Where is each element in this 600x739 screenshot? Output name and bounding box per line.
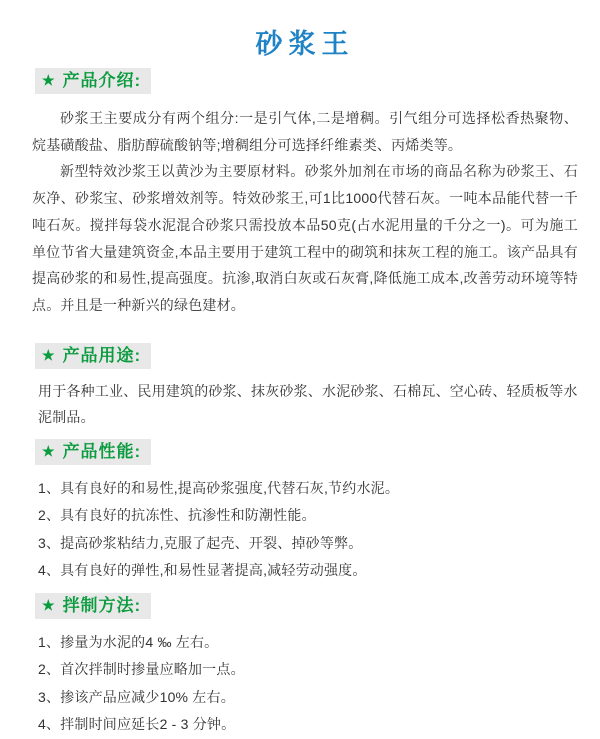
- list-item: 3、提高砂浆粘结力,克服了起壳、开裂、掉砂等弊。: [38, 534, 363, 551]
- list-item: 2、具有良好的抗冻性、抗渗性和防潮性能。: [38, 507, 316, 524]
- section-heading-mixing: [35, 593, 151, 619]
- section-heading-label: 产品介绍:: [62, 71, 142, 90]
- list-item: 4、拌制时间应延长2 - 3 分钟。: [38, 716, 236, 733]
- section-heading-usage: [35, 343, 151, 369]
- section-product-intro: [32, 68, 578, 319]
- section-product-performance: [32, 439, 578, 585]
- list-item: 3、掺该产品应减少10% 左右。: [38, 688, 235, 705]
- usage-line: 用于各种工业、民用建筑的砂浆、抹灰砂浆、水泥砂浆、石棉瓦、空心砖、轻质板等水泥制品。: [38, 382, 578, 425]
- section-product-usage: [32, 343, 578, 430]
- list-item: 2、首次拌制时掺量应略加一点。: [38, 661, 245, 678]
- section-heading-label: 拌制方法:: [62, 595, 142, 615]
- section-heading-performance: [35, 439, 151, 465]
- list-item: 1、掺量为水泥的4 ‰ 左右。: [38, 633, 219, 650]
- list-item: 1、具有良好的和易性,提高砂浆强度,代替石灰,节约水泥。: [38, 479, 400, 496]
- section-heading-intro: [35, 68, 151, 94]
- list-item: 4、具有良好的弹性,和易性显著提高,减轻劳动强度。: [38, 562, 367, 579]
- intro-paragraph-2: 新型特效沙浆王以黄沙为主要原材料。砂浆外加剂在市场的商品名称为砂浆王、石灰净、砂浆宝、砂浆增效剂等。特效砂浆王,可1比1000代替石灰。一吨本品能代替一千吨石灰。搅拌每袋水泥混合砂浆只需投放本品50克(占水泥用量的千分之一)。可为施工单位节省大量建筑资金,本品主要用于建筑工程中的砌筑和抹灰工程的施工。该产品具有提高砂浆的和易性,提高强度。抗渗,取消白灰或石灰膏,降低施工成本,改善劳动环境等特点。并且是一种新兴的绿色建材。: [32, 163, 578, 313]
- mixing-list: [32, 629, 578, 739]
- section-heading-label: 产品用途:: [62, 345, 142, 365]
- performance-list: [32, 475, 578, 585]
- star-icon: ★: [42, 442, 56, 459]
- intro-paragraph-1: 砂浆王主要成分有两个组分:一是引气体,二是增稠。引气组分可选择松香热聚物、烷基磺酸盐、脂肪醇硫酸钠等;增稠组分可选择纤维素类、丙烯类等。: [32, 110, 578, 153]
- star-icon: ★: [42, 72, 56, 88]
- star-icon: ★: [42, 346, 56, 363]
- star-icon: ★: [42, 596, 56, 613]
- section-heading-label: 产品性能:: [62, 441, 142, 461]
- page-title: 砂浆王: [255, 29, 355, 59]
- section-mixing-method: [32, 593, 578, 739]
